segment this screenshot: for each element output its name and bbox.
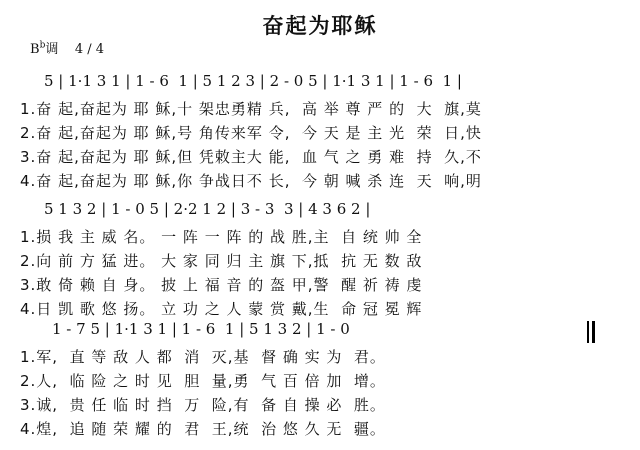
lyric-line-1-4: 4.奋 起,奋起为 耶 稣,你 争战日不 长, 今 朝 喊 杀 连 天 响,明 bbox=[20, 172, 482, 190]
notation-line-3 bbox=[0, 320, 640, 344]
score-system-1 bbox=[0, 72, 640, 190]
lyric-line-1-1: 1.奋 起,奋起为 耶 稣,十 架忠勇精 兵, 高 举 尊 严 的 大 旗,莫 bbox=[20, 100, 482, 118]
score-system-2 bbox=[0, 200, 640, 318]
key-note: B bbox=[30, 42, 40, 57]
lyric-line-3-1: 1.军, 直 等 敌 人 都 消 灭,基 督 确 实 为 君。 bbox=[20, 348, 386, 366]
notation-line-1 bbox=[0, 72, 640, 96]
lyric-line-3-3: 3.诚, 贵 任 临 时 挡 万 险,有 备 自 操 必 胜。 bbox=[20, 396, 386, 414]
key-flat: b bbox=[39, 40, 46, 51]
lyric-line-2-4: 4.日 凯 歌 悠 扬。 立 功 之 人 蒙 赏 戴,生 命 冠 冕 辉 bbox=[20, 300, 423, 318]
song-title: 奋起为耶稣 bbox=[262, 14, 378, 38]
notation-line-2 bbox=[0, 200, 640, 224]
score-system-3 bbox=[0, 320, 640, 438]
lyric-line-2-1: 1.损 我 主 威 名。 一 阵 一 阵 的 战 胜,主 自 统 帅 全 bbox=[20, 228, 423, 246]
notation-text-1: 5 | 1·1 3 1 | 1 - 6 1 | 5 1 2 3 | 2 - 0 5 | 1·1 3 1 | 1 - 6 1 | bbox=[44, 72, 462, 90]
key-signature bbox=[30, 38, 104, 57]
key-suffix: 调 bbox=[45, 42, 59, 57]
lyric-line-1-3: 3.奋 起,奋起为 耶 稣,但 凭敕主大 能, 血 气 之 勇 难 持 久,不 bbox=[20, 148, 482, 166]
lyric-line-2-2: 2.向 前 方 猛 进。 大 家 同 归 主 旗 下,抵 抗 无 数 敌 bbox=[20, 252, 423, 270]
final-barline-thick bbox=[592, 321, 595, 343]
notation-text-3: 1 - 7 5 | 1·1 3 1 | 1 - 6 1 | 5 1 3 2 | 1 - 0 bbox=[52, 320, 350, 338]
lyric-line-1-2: 2.奋 起,奋起为 耶 稣,号 角传来军 令, 今 天 是 主 光 荣 日,快 bbox=[20, 124, 482, 142]
lyric-line-3-2: 2.人, 临 险 之 时 见 胆 量,勇 气 百 倍 加 增。 bbox=[20, 372, 386, 390]
notation-text-2: 5 1 3 2 | 1 - 0 5 | 2·2 1 2 | 3 - 3 3 | 4 3 6 2 | bbox=[44, 200, 371, 218]
lyric-line-3-4: 4.煌, 追 随 荣 耀 的 君 王,统 治 悠 久 无 疆。 bbox=[20, 420, 386, 438]
lyric-line-2-3: 3.敢 倚 赖 自 身。 披 上 福 音 的 盔 甲,警 醒 祈 祷 虔 bbox=[20, 276, 423, 294]
final-barline bbox=[587, 321, 589, 343]
time-signature: 4 / 4 bbox=[74, 42, 105, 57]
